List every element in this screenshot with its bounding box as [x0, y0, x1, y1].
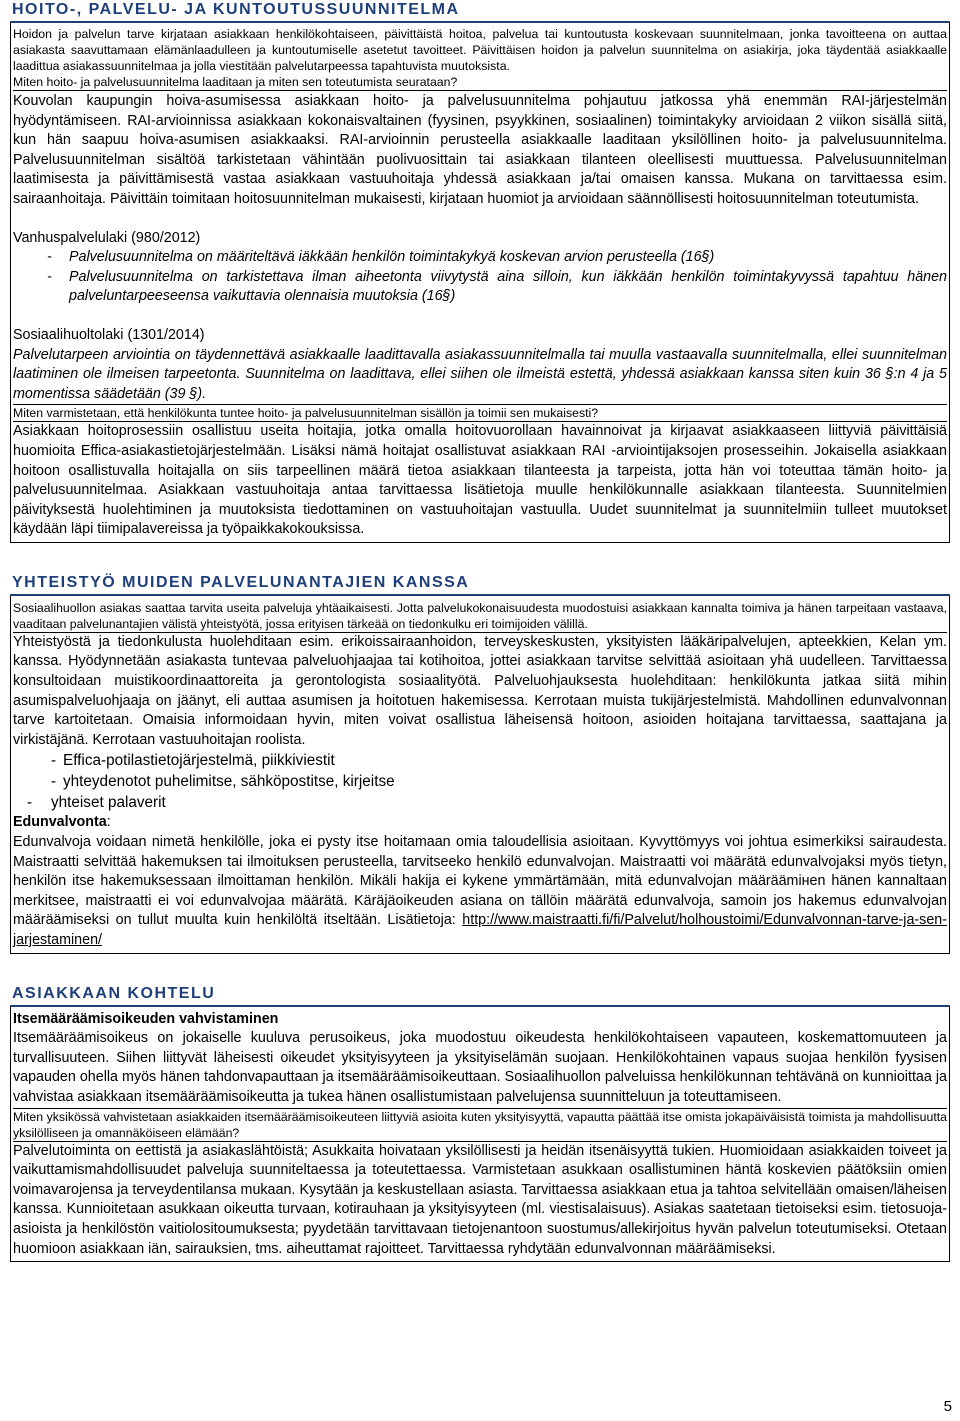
law-text-sosiaalihuoltolaki: Palvelutarpeen arviointia on täydennettävä asiakkaalle laadittavalla asiakassuunnitelmalla tai muulla vastaavalla suunnitelmalla, ellei suunnitelman laatiminen ole ilmeisen tarpeetonta. Suunnitelma on laadittava, ellei siihen ole ilmeistä estettä, yhdessä asiakkaan kanssa siten kuin 36 §:n 4 ja 5 momentissa säädetään (39 §).: [13, 346, 947, 402]
document-page: [10, 0, 950, 1262]
treatment-question: Miten yksikössä vahvistetaan asiakkaiden itsemääräämisoikeuteen liittyviä asioita kuten yksityisyyttä, vapautta päättää itse omista jokapäiväisistä toimista ja mahdollisuutta yksilölliseen ja omannäköiseen elämään?: [13, 1109, 947, 1140]
care-plan-question: Miten hoito- ja palvelusuunnitelma laaditaan ja miten sen toteutumista seurataan?: [13, 75, 458, 89]
list-item: - Palvelusuunnitelma on määriteltävä iäkkään henkilön toimintakykyä koskevan arvion perusteella (16§): [47, 249, 715, 266]
law-list-vanhuspalvelulaki: [13, 248, 947, 307]
care-plan-answer: Kouvolan kaupungin hoiva-asumisessa asiakkaan hoito- ja palvelusuunnitelma pohjautuu jatkossa yhä enemmän RAI-järjestelmän hyödyntämiseen. RAI-arvioinnissa asiakkaan kokonaisvaltainen (fyysinen, psyykkinen, sosiaalinen) toimintakyky arvioidaan 2 viikon sisällä siitä, kun hän saapuu hoiva-asumisen asiakkaaksi. RAI-arvioinnin perusteella asiakkaalle laaditaan yksilöllinen hoito- ja palvelusuunnitelma. Palvelusuunnitelman sisältöä tarkistetaan vähintään puolivuosittain tai asiakkaan tilanteen oleellisesti muuttuessa. Palvelusuunnitelman laatimisesta ja päivittämisestä vastaa asiakkaan vastuuhoitaja yhdessä asiakkaan ja/tai omaisen kanssa. Mukana on tarvittaessa esim. sairaanhoitaja. Päivittäin toimitaan hoitosuunnitelman mukaisesti, kirjataan huomiot ja arvioidaan säännöllisesti hoitosuunnitelman toteutumista.: [13, 93, 947, 207]
list-item: - Palvelusuunnitelma on tarkistettava ilman aiheetonta viivytystä aina silloin, kun iäkkään henkilön toimintakyvyssä tapahtuu hänen palveluntarpeeseensa vaikuttavia olennaisia muutoksia (16§): [47, 268, 947, 305]
cooperation-text: Yhteistyöstä ja tiedonkulusta huolehditaan esim. erikoissairaanhoidon, terveyskeskusten, yksityisten lääkäripalvelujen, apteekkien, Kelan ym. kanssa. Hyödynnetään asiakasta tuntevaa palveluohjaajaa tai kotihoitoa, jottei asiakkaan tarvitse selvittää asioitaan yhä uudelleen. Tarvittaessa konsultoidaan muistikoordinaattoreita ja gerontologista sosiaalityötä. Palveluohjauksesta huolehditaan: henkilökunta jatkaa siitä mihin asumispalveluohjaaja on jäänyt, eli auttaa asumisen ja hoitotuen hakemisessa. Kerrotaan muista tukijärjestelmistä. Mahdollinen edunvalvonnan tarve kartoitetaan. Omaisia informoidaan hyvin, miten voivat osallistua läheisensä hoitoon, asioiden hoitajana tarvittaessa, saattajana ja virkistäjänä. Kerrotaan vastuuhoitajan roolista.: [13, 633, 947, 748]
edunvalvonta-text: Edunvalvoja voidaan nimetä henkilölle, joka ei pysty itse hoitamaan omia taloudellisia asioitaan. Kyvyttömyys voi johtua esimerkiksi sairaudesta. Maistraatti selvittää hakemuksen tai ilmoituksen perusteella, tarvitseeko henkilö edunvalvojan. Maistraatti voi määrätä edunvalvojaksi myös tietyn, henkilön itse hakemuksessaan ilmoittaman henkilön. Mikäli hakija ei kykene ymmärtämään, mitä edunvalvojan määräämінen hänen kannaltaan merkitsee, maistraatti ei voi edunvalvojaa määrätä. Käräjäoikeuden asiana on tällöin määrätä edunvalvoja, samoin jos hakemus edunvalvojan määräämiseksi on tullut muulta kuin henkilöltä itseltään. Lisätietoja: http://www.maistraatti.fi/fi/Palvelut/holhoustoimi/Edunvalvonnan-tarve-ja-sen-jarjestaminen/: [13, 834, 947, 948]
edunvalvonta-heading: Edunvalvonta:: [13, 814, 111, 831]
section-title: HOITO-, PALVELU- JA KUNTOUTUSSUUNNITELMA: [10, 0, 950, 23]
section-title: YHTEISTYÖ MUIDEN PALVELUNANTAJIEN KANSSA: [10, 573, 950, 596]
section-client-treatment: [10, 984, 950, 1263]
care-plan-intro: Hoidon ja palvelun tarve kirjataan asiakkaan henkilökohtaiseen, päivittäistä hoitoa, palvelua tai kuntoutusta koskevaan suunnitelmaan, jonka tavoitteena on auttaa asiakasta saavuttamaan elämänlaadulleen ja kuntoutumiselle asetetut tavoitteet. Päivittäisen hoidon ja palvelun suunnitelma on asiakirja, joka täydentää asiakkaalle laadittua asiakassuunnitelmaa ja jolla viestitään palvelutarpeessa tapahtuvista muutoksista.: [13, 27, 947, 73]
cooperation-list: [13, 750, 947, 813]
cooperation-box: [10, 596, 950, 954]
treatment-box: [10, 1007, 950, 1263]
list-item: - yhteiset palaverit: [27, 794, 166, 812]
treatment-text: Itsemääräämisoikeus on jokaiselle kuuluva perusoikeus, joka muodostuu oikeudesta henkilökohtaiseen vapauteen, koskemattomuuteen ja turvallisuuteen. Siihen liittyvät läheisesti oikeudet yksityisyyteen ja yksityiselämän suojaan. Henkilökohtainen vapaus suojaa henkilön fyysisen vapauden ohella myös hänen tahdonvapauttaan ja itsemääräämisoikeuttaan. Sosiaalihuollon palveluissa henkilökunnan tehtävänä on kunnioittaa ja vahvistaa asiakkaan itsemääräämisoikeutta ja tukea hänen osallistumistaan palvelujensa suunnitteluun ja toteuttamiseen.: [13, 1030, 947, 1105]
list-item: - yhteydenotot puhelimitse, sähköpostitse, kirjeitse: [51, 773, 395, 791]
care-plan-answer-2: Asiakkaan hoitoprosessiin osallistuu useita hoitajia, jotka omalla hoitovuorollaan havainnoivat ja kirjaavat asiakkaaseen liittyviä päivittäisiä huomioita Effica-asiakastietojärjestelmään. Lisäksi nämä hoitajat osallistuvat asiakkaan RAI -arviointijaksojen prosesseihin. Jokaisella asiakkaan hoitoon osallistuvalla hoitajalla on siis tarpeellinen määrä tietoa asiakkaan tilanteesta ja tarpeista, jotta hän voi toteuttaa tämän hoito- ja palvelusuunnitelmaa. Asiakkaan vastuuhoitaja antaa tarvittaessa lisätietoja muulle henkilökunnalle asiakkaan tilanteesta. Suunnitelmien päivityksestä huolehtiminen ja muutoksista tiedottaminen on vastuuhoitajan vastuulla. Uudet suunnitelmat ja suunnitelmiin tulleet muutokset käydään läpi tiimipalavereissa ja työpaikkakokouksissa.: [13, 423, 947, 538]
treatment-answer: Palvelutoiminta on eettistä ja asiakaslähtöistä; Asukkaita hoivataan yksilöllisesti ja heidän itsenäisyyttä tukien. Huomioidaan asiakkaiden toiveet ja vaikuttamismahdollisuudet palveluja suunniteltaessa ja toteutettaessa. Varmistetaan asukkaan osallistuminen häntä koskevien päätöksiin omien voimavarojensa ja terveydentilansa mukaan. Kysytään ja keskustellaan asiasta. Tarvittaessa asiakkaan etua ja tahtoa selvitellään omaisen/läheisen kanssa. Kunnioitetaan asukkaan oikeutta turvaan, kotirauhaan ja yksityisyyteen (ml. viestisalaisuus). Asiakas saatetaan tietoiseksi esim. tietosuoja-asioista ja henkilöstön vaitiolositoumuksesta; pyydetään tarvittavaan tietojenantoon suostumus/allekirjoitus hyvän palvelun toteutumiseksi. Otetaan huomioon asiakkaan iän, sairauksien, tms. aiheuttamat rajoitteet. Tarvittaessa ryhdytään edunvalvonnan määräämiseksi.: [13, 1142, 947, 1257]
section-title: ASIAKKAAN KOHTELU: [10, 984, 950, 1007]
section-cooperation: [10, 573, 950, 954]
cooperation-intro: Sosiaalihuollon asiakas saattaa tarvita useita palveluja yhtäaikaisesti. Jotta palvelukokonaisuudesta muodostuisi asiakkaan kannalta toimiva ja hänen tarpeitaan vastaava, vaaditaan palvelunantajien välistä yhteistyötä, jossa erityisen tärkeää on tiedonkulku eri toimijoiden välillä.: [13, 600, 947, 631]
law-title-sosiaalihuoltolaki: Sosiaalihuoltolaki (1301/2014): [13, 326, 205, 343]
care-plan-question-2: Miten varmistetaan, että henkilökunta tuntee hoito- ja palvelusuunnitelman sisällön ja toimii sen mukaisesti?: [13, 406, 599, 421]
maistraatti-link[interactable]: http://www.maistraatti.fi/fi/Palvelut/holhoustoimi/Edunvalvonnan-tarve-ja-sen-jarjestaminen/: [13, 912, 947, 948]
list-item: - Effica-potilastietojärjestelmä, piikkiviestit: [51, 752, 335, 770]
page-number: 5: [943, 1398, 952, 1415]
section-care-plan: [10, 0, 950, 543]
treatment-subtitle: Itsemääräämisoikeuden vahvistaminen: [13, 1010, 279, 1027]
care-plan-box: [10, 23, 950, 543]
law-title-vanhuspalvelulaki: Vanhuspalvelulaki (980/2012): [13, 229, 201, 246]
